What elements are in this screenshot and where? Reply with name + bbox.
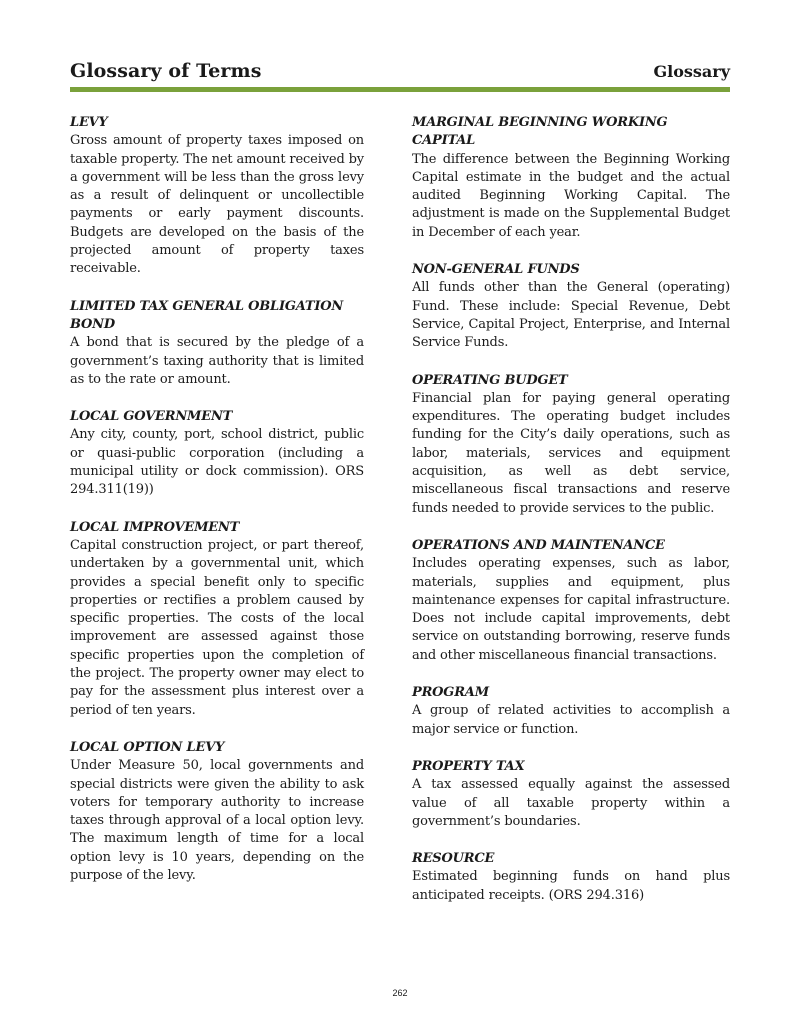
glossary-entry-property-tax <box>412 758 730 831</box>
glossary-entry-operations-and-maintenance <box>412 537 730 665</box>
section-label: Glossary <box>653 62 730 81</box>
glossary-entry-limited-tax-general-obligation-bond <box>70 298 364 389</box>
glossary-term: LOCAL IMPROVEMENT <box>70 519 240 535</box>
glossary-definition: Financial plan for paying general operating expenditures. The operating budget includes funding for the City’s daily operations, such as labor, materials, services and equipment acquisition, as well as debt service, miscellaneous fiscal transactions and reserve funds needed to provide services to the public. <box>412 390 730 516</box>
glossary-entry-program <box>412 684 730 739</box>
glossary-entry-local-improvement <box>70 519 364 720</box>
header-divider <box>70 87 730 92</box>
glossary-column-right <box>412 114 730 924</box>
glossary-term: LOCAL GOVERNMENT <box>70 409 233 425</box>
glossary-term: RESOURCE <box>412 851 495 867</box>
glossary-term: OPERATIONS AND MAINTENANCE <box>412 537 665 553</box>
glossary-term: LEVY <box>70 115 108 130</box>
glossary-entry-operating-budget <box>412 372 730 518</box>
page-header <box>70 60 730 86</box>
glossary-definition: Under Measure 50, local governments and special districts were given the ability to ask voters for temporary authority to increase taxes through approval of a local option levy. The maximum length of time for a local option levy is 10 years, depending on the purpose of the levy. <box>70 758 364 883</box>
glossary-definition: Any city, county, port, school district, public or quasi-public corporation (including a municipal utility or dock commission). ORS 294.311(19)) <box>70 427 364 498</box>
glossary-definition: Capital construction project, or part thereof, undertaken by a governmental unit, which provides a special benefit only to specific properties or rectifies a problem caused by specific properties. The costs of the local improvement are assessed against those specific properties upon the completion of the project. The property owner may elect to pay for the assessment plus interest over a period of ten years. <box>70 537 364 718</box>
glossary-term: NON-GENERAL FUNDS <box>412 262 580 278</box>
glossary-term: PROGRAM <box>412 685 489 701</box>
glossary-definition: A bond that is secured by the pledge of a government’s taxing authority that is limited as to the rate or amount. <box>70 335 364 387</box>
glossary-definition: All funds other than the General (operating) Fund. These include: Special Revenue, Debt Service, Capital Project, Enterprise, and Internal Service Funds. <box>412 280 730 351</box>
glossary-term: LOCAL OPTION LEVY <box>70 739 225 755</box>
glossary-definition: Includes operating expenses, such as labor, materials, supplies and equipment, plus maintenance expenses for capital infrastructure. Does not include capital improvements, debt service on outstanding borrowing, reserve funds and other miscellaneous financial transactions. <box>412 556 730 663</box>
glossary-definition: Estimated beginning funds on hand plus anticipated receipts. (ORS 294.316) <box>412 869 730 903</box>
glossary-definition: Gross amount of property taxes imposed on taxable property. The net amount received by a government will be less than the gross levy as a result of delinquent or uncollectible payments or early payment discounts. Budgets are developed on the basis of the projected amount of property taxes receivable. <box>70 133 364 277</box>
glossary-entry-non-general-funds <box>412 261 730 352</box>
glossary-term: MARGINAL BEGINNING WORKING CAPITAL <box>412 115 668 149</box>
glossary-entry-marginal-beginning-working-capital <box>412 114 730 242</box>
glossary-term: LIMITED TAX GENERAL OBLIGATION BOND <box>70 298 344 332</box>
glossary-column-left <box>70 114 364 904</box>
glossary-entry-local-government <box>70 408 364 499</box>
glossary-definition: A group of related activities to accomplish a major service or function. <box>412 703 730 737</box>
glossary-entry-resource <box>412 850 730 905</box>
glossary-entry-local-option-levy <box>70 739 364 885</box>
page-number: 262 <box>392 988 408 998</box>
glossary-definition: A tax assessed equally against the assessed value of all taxable property within a government’s boundaries. <box>412 777 730 829</box>
page-title: Glossary of Terms <box>70 60 262 82</box>
glossary-definition: The difference between the Beginning Working Capital estimate in the budget and the actual audited Beginning Working Capital. The adjustment is made on the Supplemental Budget in December of each year. <box>412 151 730 240</box>
glossary-term: OPERATING BUDGET <box>412 372 568 388</box>
glossary-entry-levy <box>70 114 364 279</box>
glossary-term: PROPERTY TAX <box>412 758 525 774</box>
